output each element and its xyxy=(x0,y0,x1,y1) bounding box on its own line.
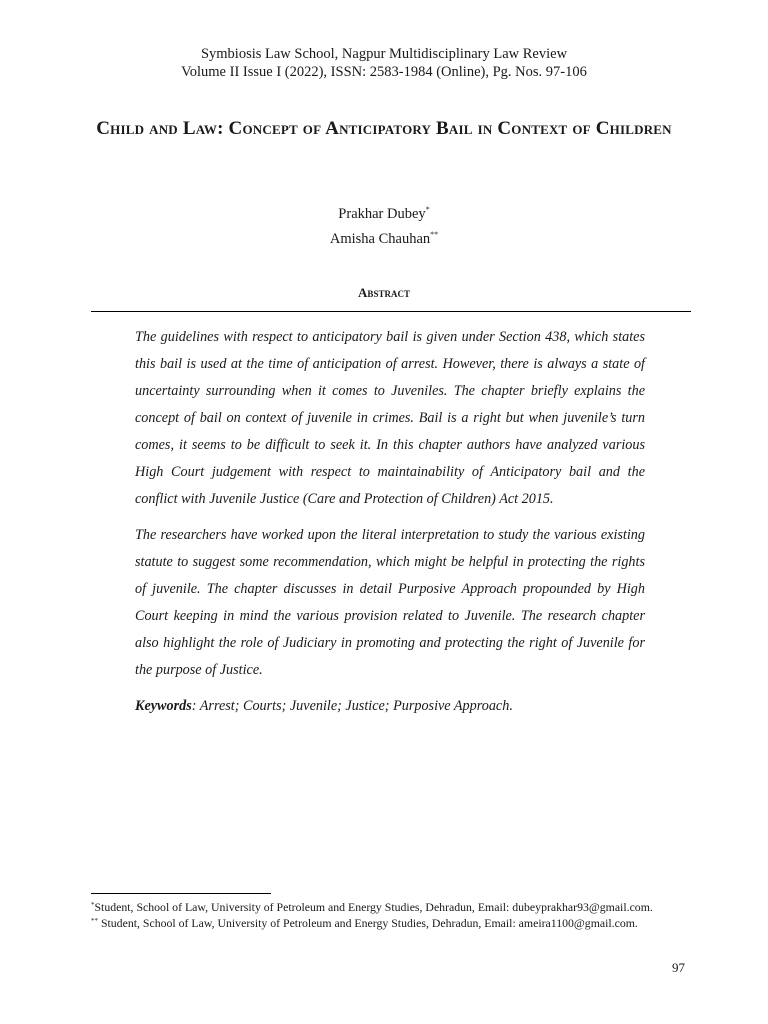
abstract-paragraph: The researchers have worked upon the literal interpretation to study the various existing statute to suggest some recommendation, which might be helpful in protecting the rights of juvenile. The chapter discusses in detail Purposive Approach propounded by High Court keeping in mind the various provision related to Juvenile. The research chapter also highlight the role of Judiciary in promoting and protecting the right of Juvenile for the purpose of Justice. xyxy=(135,527,645,678)
author-1 xyxy=(0,202,768,227)
paper-title: Child and Law: Concept of Anticipatory Bail in Context of Children xyxy=(96,118,672,139)
abstract-heading: Abstract xyxy=(358,285,410,300)
author-2 xyxy=(0,227,768,252)
author-list xyxy=(0,202,768,252)
section-divider xyxy=(91,311,691,312)
footnote-2 xyxy=(91,915,701,931)
footnote-marker: * xyxy=(425,205,430,214)
footnote-text: Student, School of Law, University of Petroleum and Energy Studies, Dehradun, Email: dubeyprakhar93@gmail.com. xyxy=(94,900,653,914)
author-name: Prakhar Dubey xyxy=(338,206,426,222)
footnote-1 xyxy=(91,899,701,915)
abstract-paragraph: The guidelines with respect to anticipatory bail is given under Section 438, which states this bail is used at the time of anticipation of arrest. However, there is always a state of uncertainty surrounding when it comes to Juveniles. The chapter briefly explains the concept of bail on context of juvenile in crimes. Bail is a right but when juvenile’s turn comes, it seems to be difficult to seek it. In this chapter authors have analyzed various High Court judgement with respect to maintainability of Anticipatory bail and the conflict with Juvenile Justice (Care and Protection of Children) Act 2015. xyxy=(135,329,645,507)
journal-issue-info: Volume II Issue I (2022), ISSN: 2583-1984 (Online), Pg. Nos. 97-106 xyxy=(181,64,587,80)
abstract-body xyxy=(135,324,645,729)
footnote-marker: * xyxy=(91,901,95,909)
author-name: Amisha Chauhan xyxy=(329,231,431,247)
journal-header xyxy=(0,45,768,81)
keywords-line xyxy=(135,693,645,720)
footnote-text: Student, School of Law, University of Petroleum and Energy Studies, Dehradun, Email: ameira1100@gmail.com. xyxy=(98,916,638,930)
keywords-list: : Arrest; Courts; Juvenile; Justice; Purposive Approach. xyxy=(191,698,513,714)
journal-name: Symbiosis Law School, Nagpur Multidisciplinary Law Review xyxy=(200,46,568,62)
footnote-marker: ** xyxy=(430,230,439,239)
footnote-marker: ** xyxy=(91,917,98,925)
footnotes xyxy=(91,899,701,931)
footnote-divider xyxy=(91,893,271,894)
keywords-label: Keywords xyxy=(135,698,192,714)
page-number: 97 xyxy=(672,960,685,975)
